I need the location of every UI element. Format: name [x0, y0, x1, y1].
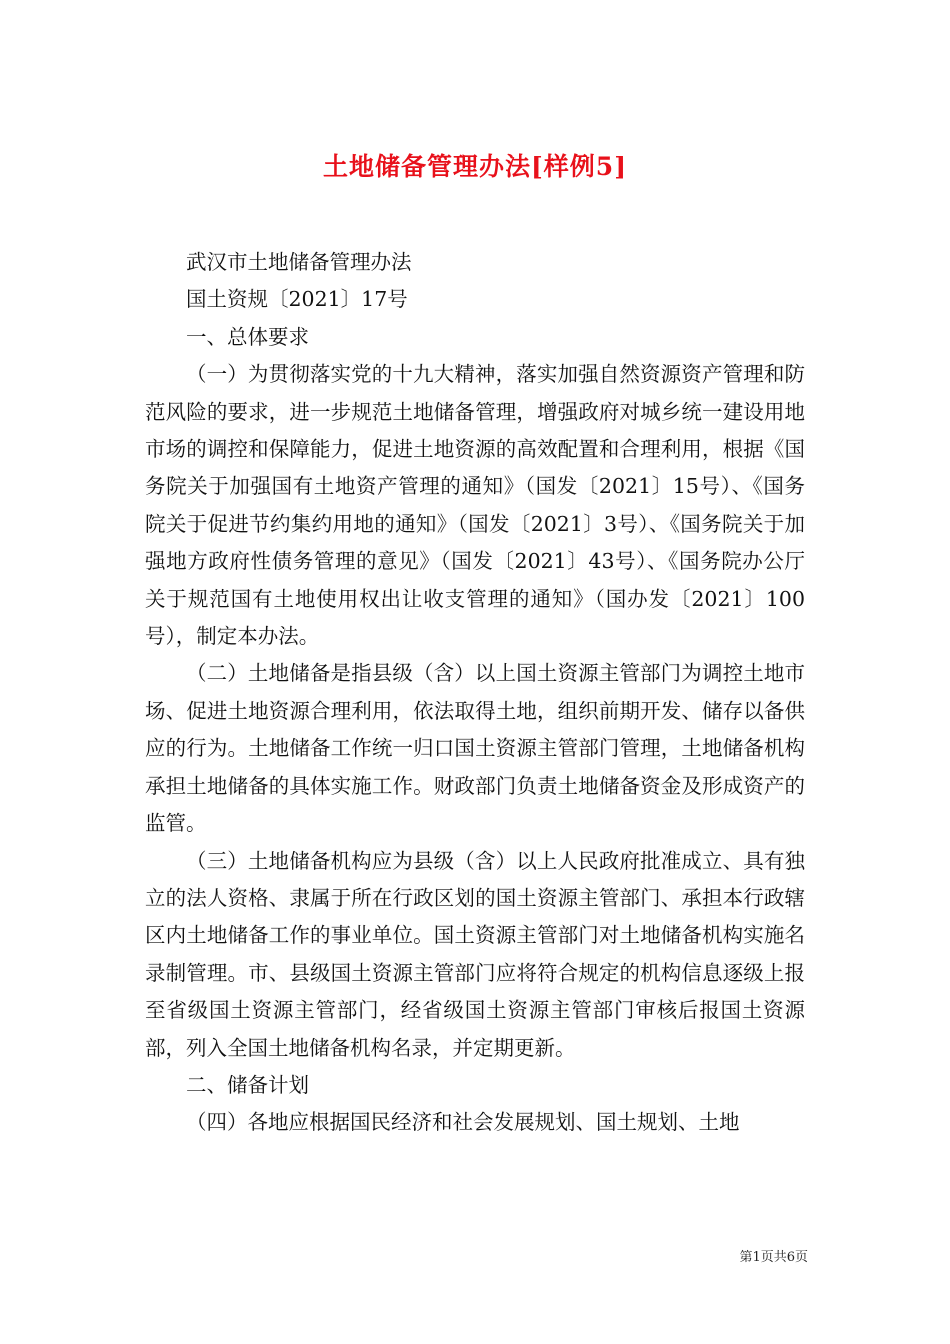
paragraph-article-3: （三）土地储备机构应为县级（含）以上人民政府批准成立、具有独立的法人资格、隶属于所在行政区划的国土资源主管部门、承担本行政辖区内土地储备工作的事业单位。国土资源主管部门对土地储备机构实施名录制管理。市、县级国土资源主管部门应将符合规定的机构信息逐级上报至省级国土资源主管部门，经省级国土资源主管部门审核后报国土资源部，列入全国土地储备机构名录，并定期更新。	[145, 848, 805, 1060]
paragraph-article-1: （一）为贯彻落实党的十九大精神，落实加强自然资源资产管理和防范风险的要求，进一步规范土地储备管理，增强政府对城乡统一建设用地市场的调控和保障能力，促进土地资源的高效配置和合理利用，根据《国务院关于加强国有土地资产管理的通知》（国发〔2021〕15号）、《国务院关于促进节约集约用地的通知》（国发〔2021〕3号）、《国务院关于加强地方政府性债务管理的意见》（国发〔2021〕43号）、《国务院办公厅关于规范国有土地使用权出让收支管理的通知》（国办发〔2021〕100号），制定本办法。	[145, 362, 805, 649]
paragraph-article-4: （四）各地应根据国民经济和社会发展规划、国土规划、土地	[186, 1110, 740, 1135]
paragraph-doc-number: 国土资规〔2021〕17号	[186, 287, 408, 312]
section-heading-2: 二、储备计划	[186, 1072, 309, 1097]
page-title: 土地储备管理办法[样例5]	[322, 151, 628, 181]
document-body	[145, 244, 805, 1142]
section-heading-1: 一、总体要求	[186, 324, 309, 349]
paragraph-article-2: （二）土地储备是指县级（含）以上国土资源主管部门为调控土地市场、促进土地资源合理利用，依法取得土地，组织前期开发、储存以备供应的行为。土地储备工作统一归口国土资源主管部门管理，土地储备机构承担土地储备的具体实施工作。财政部门负责土地储备资金及形成资产的监管。	[145, 661, 805, 836]
paragraph-doc-name: 武汉市土地储备管理办法	[186, 250, 412, 274]
page-number: 第1页共6页	[739, 1250, 808, 1265]
